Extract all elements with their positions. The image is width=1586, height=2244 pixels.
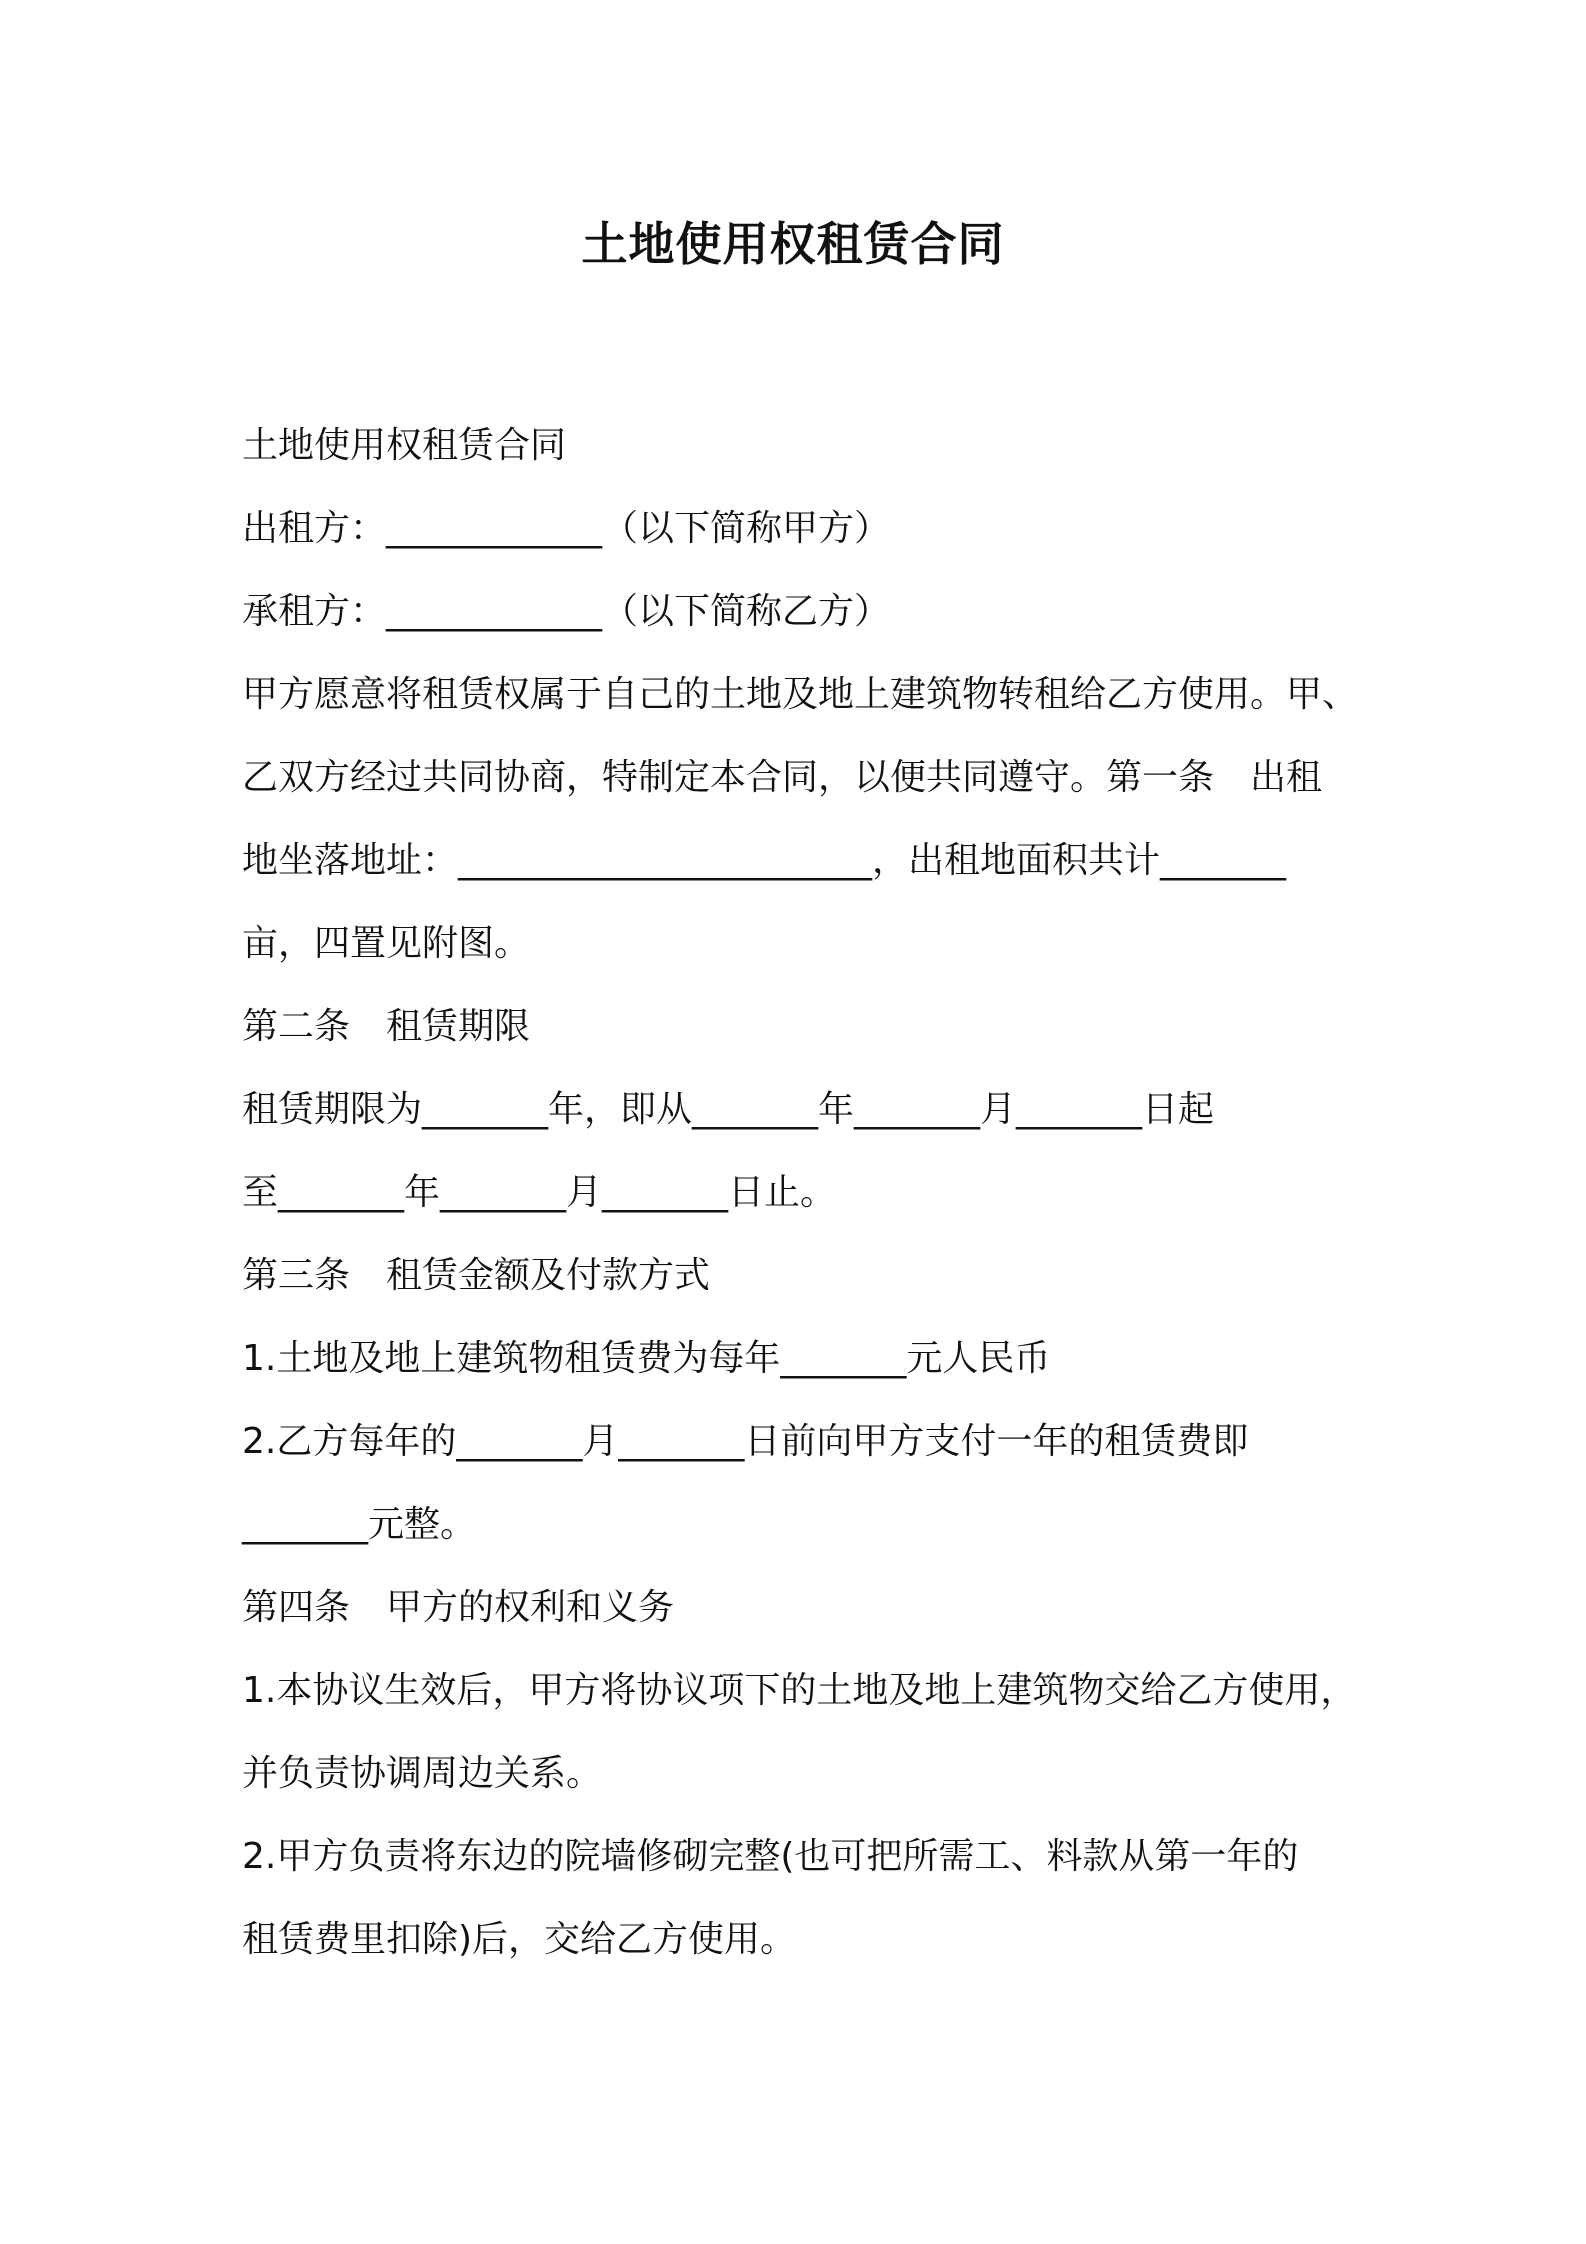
body-line-lessee: 承租方：____________（以下简称乙方） [242,591,891,632]
body-line-duty-2a: 2.甲方负责将东边的院墙修砌完整(也可把所需工、料款从第一年的 [242,1836,1299,1877]
article-4-heading: 第四条 甲方的权利和义务 [242,1587,675,1628]
document-title: 土地使用权租赁合同 [581,217,1005,271]
body-line-rent-amount: 1.土地及地上建筑物租赁费为每年_______元人民币 [242,1338,1051,1379]
body-line-duty-1b: 并负责协调周边关系。 [242,1753,603,1794]
document-body [242,404,1362,1981]
body-line-preamble-1: 甲方愿意将租赁权属于自己的土地及地上建筑物转租给乙方使用。甲、 [242,674,1359,715]
body-line-subtitle: 土地使用权租赁合同 [242,425,567,466]
body-line-payment-1: 2.乙方每年的_______月_______日前向甲方支付一年的租赁费即 [242,1421,1249,1462]
body-line-duty-1a: 1.本协议生效后，甲方将协议项下的土地及地上建筑物交给乙方使用， [242,1670,1357,1711]
body-line-term-2: 至_______年_______月_______日止。 [242,1172,837,1213]
body-line-term-1: 租赁期限为_______年，即从_______年_______月_______日起 [242,1089,1215,1130]
body-line-payment-2: _______元整。 [242,1504,477,1545]
body-line-location: 地坐落地址：_______________________，出租地面积共计_______ [242,840,1287,881]
article-3-heading: 第三条 租赁金额及付款方式 [242,1255,711,1296]
body-line-lessor: 出租方：____________（以下简称甲方） [242,508,891,549]
body-line-preamble-2: 乙双方经过共同协商，特制定本合同，以便共同遵守。第一条 出租 [242,757,1323,798]
body-line-boundary: 亩，四置见附图。 [242,923,531,964]
body-line-duty-2b: 租赁费里扣除)后，交给乙方使用。 [242,1919,797,1960]
article-2-heading: 第二条 租赁期限 [242,1006,531,1047]
